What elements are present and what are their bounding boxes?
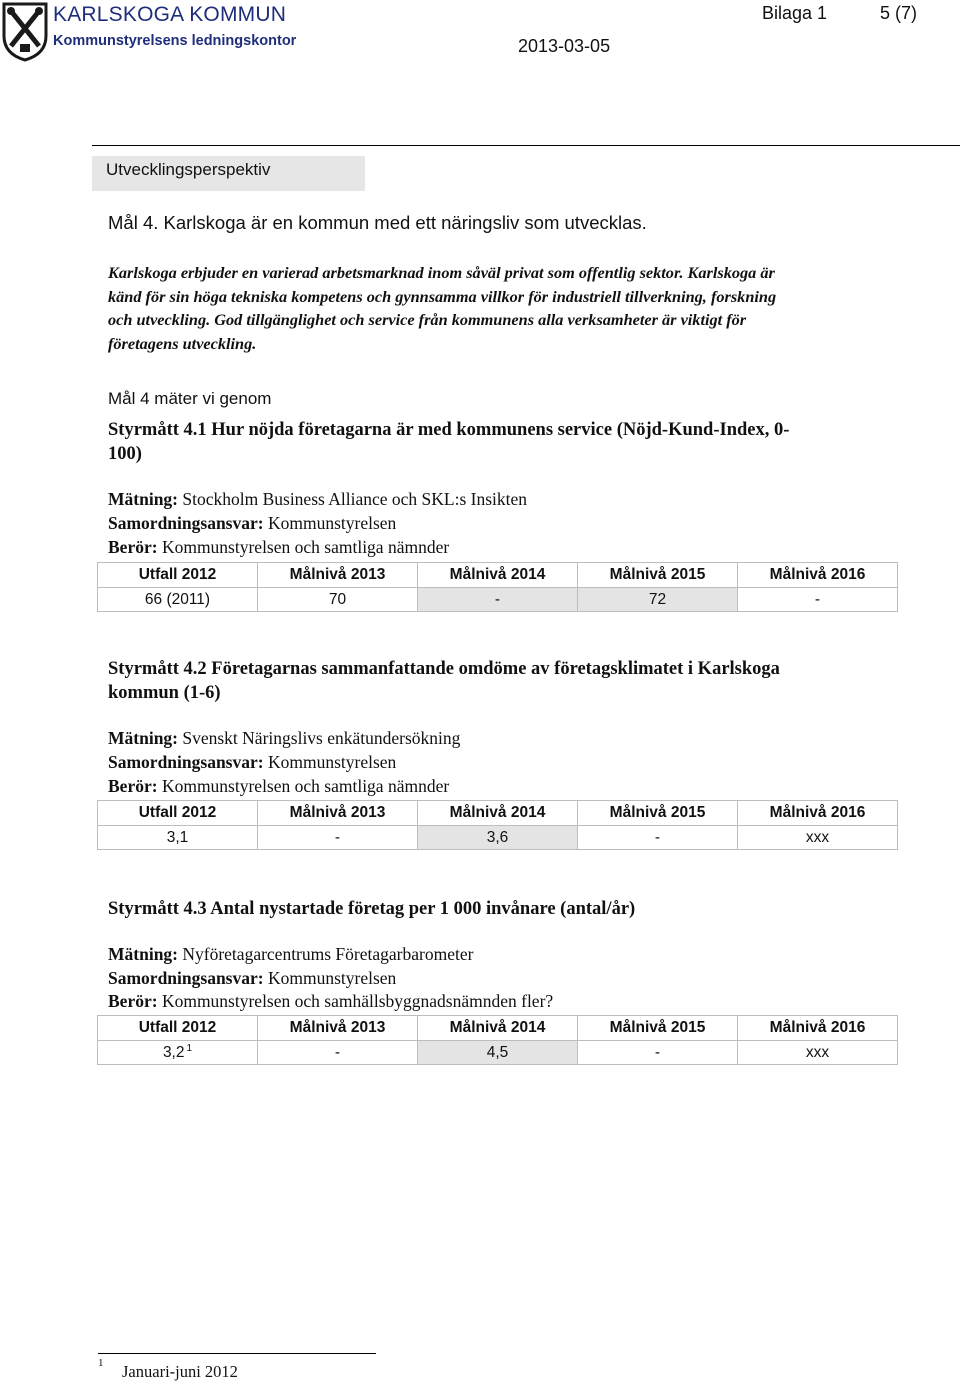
kpi-value-cell: 3,1 (98, 826, 258, 850)
concerns-value: Kommunstyrelsen och samtliga nämnder (161, 776, 450, 796)
footnote-divider (98, 1353, 376, 1354)
responsibility-label: Samordningsansvar: (108, 968, 264, 988)
measurement-line (108, 727, 460, 751)
header-divider (92, 145, 960, 146)
responsibility-line (108, 751, 396, 775)
metric-title (108, 897, 878, 921)
kpi-value-cell (98, 1041, 258, 1065)
responsibility-value: Kommunstyrelsen (267, 513, 397, 533)
kpi-value-cell: 66 (2011) (98, 588, 258, 612)
metric-title-line: 100) (108, 444, 142, 464)
concerns-label: Berör: (108, 537, 158, 557)
metric-title (108, 657, 878, 705)
kpi-value-row (98, 1041, 898, 1065)
intro-line: företagens utveckling. (108, 333, 257, 353)
concerns-line (108, 775, 449, 799)
kpi-value-cell: 4,5 (418, 1041, 578, 1065)
org-name: KARLSKOGA KOMMUN (53, 3, 287, 26)
concerns-line (108, 990, 553, 1014)
kpi-header-cell: Målnivå 2013 (258, 563, 418, 588)
org-department: Kommunstyrelsens ledningskontor (53, 33, 297, 49)
kpi-value-cell: 70 (258, 588, 418, 612)
kpi-header-row (98, 1016, 898, 1041)
metric-title (108, 418, 878, 466)
measurement-label: Mätning: (108, 489, 178, 509)
concerns-value: Kommunstyrelsen och samtliga nämnder (161, 537, 450, 557)
intro-line: Karlskoga erbjuder en varierad arbetsmarknad inom såväl privat som offentlig sektor. Karlskoga är (108, 263, 775, 282)
responsibility-label: Samordningsansvar: (108, 752, 264, 772)
kpi-table (97, 1015, 898, 1065)
kpi-header-cell: Utfall 2012 (98, 1016, 258, 1041)
karlskoga-coat-of-arms-icon (2, 2, 48, 62)
kpi-header-cell: Målnivå 2013 (258, 801, 418, 826)
concerns-line (108, 536, 449, 560)
section-label: Utvecklingsperspektiv (106, 160, 271, 179)
kpi-header-cell: Målnivå 2014 (418, 563, 578, 588)
kpi-value-cell: xxx (738, 826, 898, 850)
kpi-value-row (98, 826, 898, 850)
kpi-value-cell: xxx (738, 1041, 898, 1065)
kpi-value-cell: - (578, 826, 738, 850)
responsibility-label: Samordningsansvar: (108, 513, 264, 533)
kpi-header-cell: Målnivå 2015 (578, 1016, 738, 1041)
kpi-header-cell: Utfall 2012 (98, 563, 258, 588)
intro-line: och utveckling. God tillgänglighet och service från kommunens alla verksamheter är viktigt för (108, 310, 747, 329)
kpi-header-row (98, 563, 898, 588)
page-number: 5 (7) (880, 3, 918, 23)
measurement-value: Svenskt Näringslivs enkätundersökning (182, 728, 461, 748)
responsibility-value: Kommunstyrelsen (267, 752, 397, 772)
attachment-label: Bilaga 1 (762, 3, 828, 23)
metric-title-line: Styrmått 4.1 Hur nöjda företagarna är med kommunens service (Nöjd-Kund-Index, 0- (108, 420, 790, 440)
measurement-value: Stockholm Business Alliance och SKL:s Insikten (182, 489, 528, 509)
measure-lead: Mål 4 mäter vi genom (108, 389, 272, 408)
intro-line: känd för sin höga tekniska kompetens och gynnsamma villkor för industriell tillverkning, forskning (108, 286, 777, 306)
kpi-value-row (98, 588, 898, 612)
kpi-header-cell: Målnivå 2015 (578, 801, 738, 826)
metric-title-line: kommun (1-6) (108, 683, 221, 703)
measurement-value: Nyföretagarcentrums Företagarbarometer (182, 944, 474, 964)
kpi-header-cell: Målnivå 2016 (738, 801, 898, 826)
measurement-label: Mätning: (108, 944, 178, 964)
kpi-value-cell: - (578, 1041, 738, 1065)
concerns-label: Berör: (108, 991, 158, 1011)
footnote-number: 1 (98, 1357, 104, 1369)
kpi-header-cell: Målnivå 2013 (258, 1016, 418, 1041)
measurement-line (108, 943, 473, 967)
kpi-value-cell: - (258, 826, 418, 850)
metric-title-line: Styrmått 4.3 Antal nystartade företag per 1 000 invånare (antal/år) (108, 899, 636, 919)
measurement-line (108, 488, 527, 512)
responsibility-line (108, 967, 396, 991)
concerns-value: Kommunstyrelsen och samhällsbyggnadsnämnden fler? (161, 991, 554, 1011)
kpi-table (97, 800, 898, 850)
kpi-value-cell: - (418, 588, 578, 612)
kpi-value-text: 3,2 (162, 1044, 185, 1061)
kpi-value-cell: - (258, 1041, 418, 1065)
kpi-value-cell: 3,6 (418, 826, 578, 850)
concerns-label: Berör: (108, 776, 158, 796)
responsibility-line (108, 512, 396, 536)
kpi-header-row (98, 801, 898, 826)
kpi-header-cell: Utfall 2012 (98, 801, 258, 826)
kpi-header-cell: Målnivå 2015 (578, 563, 738, 588)
metric-title-line: Styrmått 4.2 Företagarnas sammanfattande omdöme av företagsklimatet i Karlskoga (108, 659, 780, 679)
kpi-header-cell: Målnivå 2016 (738, 1016, 898, 1041)
kpi-header-cell: Målnivå 2014 (418, 801, 578, 826)
kpi-value-cell: 72 (578, 588, 738, 612)
footnote-text: Januari-juni 2012 (122, 1362, 238, 1381)
measurement-label: Mätning: (108, 728, 178, 748)
footnote-reference[interactable]: 1 (186, 1043, 193, 1054)
kpi-table (97, 562, 898, 612)
goal-title: Mål 4. Karlskoga är en kommun med ett näringsliv som utvecklas. (108, 212, 647, 233)
kpi-value-cell: - (738, 588, 898, 612)
kpi-header-cell: Målnivå 2014 (418, 1016, 578, 1041)
responsibility-value: Kommunstyrelsen (267, 968, 397, 988)
kpi-header-cell: Målnivå 2016 (738, 563, 898, 588)
goal-intro (108, 261, 888, 355)
document-date: 2013-03-05 (518, 36, 611, 56)
